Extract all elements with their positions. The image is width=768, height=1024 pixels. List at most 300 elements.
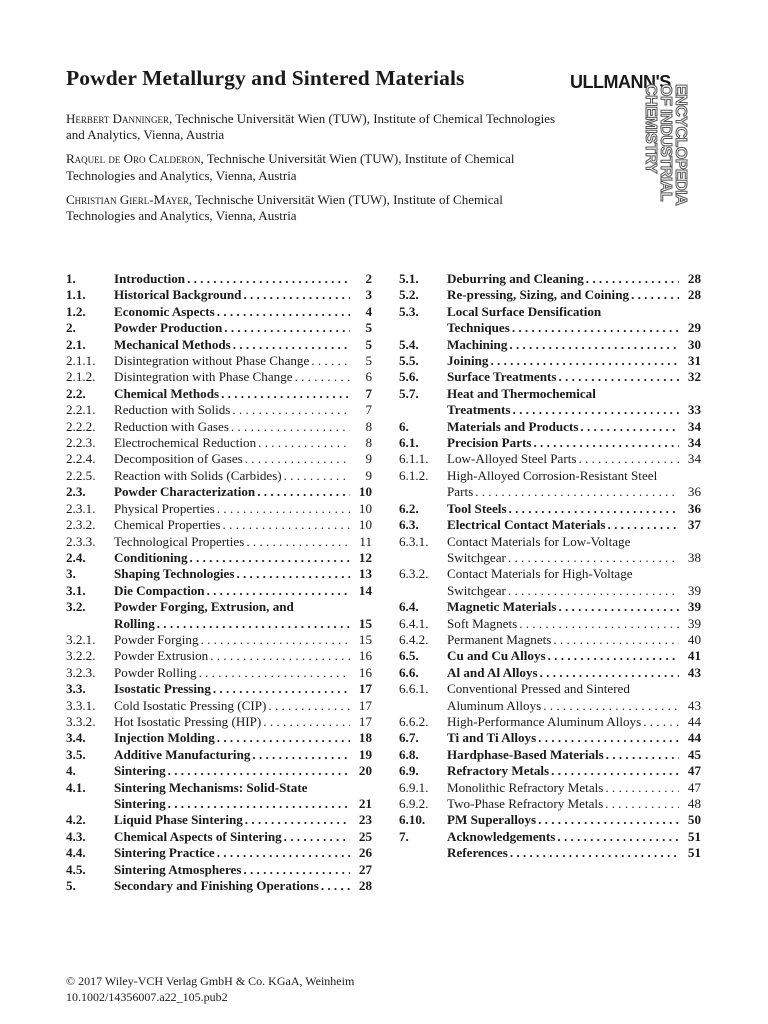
- toc-page-number: 15: [358, 631, 372, 647]
- dot-leader: [536, 812, 679, 828]
- toc-number: 2.2.3.: [66, 435, 96, 451]
- toc-number: 5.: [66, 878, 76, 894]
- article-title: Powder Metallurgy and Sintered Materials: [66, 66, 465, 90]
- toc-entry[interactable]: [66, 747, 372, 763]
- toc-title: Tool Steels: [447, 500, 507, 516]
- toc-number: 6.9.1.: [399, 779, 429, 795]
- dot-leader: [293, 369, 350, 385]
- toc-page-number: 43: [687, 697, 701, 713]
- toc-number: 6.3.2.: [399, 566, 429, 582]
- toc-number: 2.3.1.: [66, 500, 96, 516]
- toc-number: 2.2.: [66, 385, 86, 401]
- toc-title: Treatments: [447, 402, 511, 418]
- author-affiliation: Technische Universität Wien (TUW), Institute of Chemical Technologies and Analytics, Vienna, Austria: [66, 191, 503, 224]
- dot-leader: [261, 714, 350, 730]
- toc-entry[interactable]: [399, 616, 701, 632]
- toc-page-number: 40: [687, 631, 701, 647]
- toc-title: Two-Phase Refractory Metals: [447, 796, 604, 811]
- toc-number: 4.2.: [66, 812, 86, 828]
- toc-title: Die Compaction: [114, 582, 205, 598]
- toc-number: 2.3.3.: [66, 533, 96, 549]
- toc-entry[interactable]: [66, 665, 372, 681]
- toc-title: Sintering: [114, 796, 166, 811]
- author-3: [66, 192, 566, 225]
- dot-leader: [230, 402, 350, 418]
- toc-entry[interactable]: [399, 747, 701, 763]
- toc-entry[interactable]: [66, 763, 372, 779]
- toc-page-number: 47: [687, 779, 701, 795]
- toc-title: Contact Materials for High-Voltage: [447, 566, 633, 582]
- dot-leader: [549, 763, 679, 779]
- toc-entry[interactable]: [66, 501, 372, 517]
- toc-title: Chemical Aspects of Sintering: [114, 828, 282, 844]
- toc-entry[interactable]: [66, 369, 372, 385]
- toc-title: Acknowledgements: [447, 828, 556, 844]
- dot-leader: [488, 353, 679, 369]
- toc-entry[interactable]: [66, 386, 372, 402]
- toc-number: 1.1.: [66, 287, 86, 303]
- toc-title: Conditioning: [114, 549, 188, 565]
- toc-entry[interactable]: [399, 386, 701, 419]
- author-1: [66, 111, 566, 144]
- toc-entry[interactable]: [66, 287, 372, 303]
- toc-entry[interactable]: [66, 451, 372, 467]
- toc-entry[interactable]: [399, 534, 701, 567]
- toc-page-number: 18: [358, 730, 372, 746]
- toc-title: Sintering: [114, 763, 166, 779]
- toc-title: Techniques: [447, 320, 510, 336]
- toc-entry[interactable]: [66, 320, 372, 336]
- dot-leader: [511, 402, 679, 418]
- toc-page-number: 4: [365, 303, 372, 319]
- dot-leader: [555, 829, 679, 845]
- toc-title: Cu and Cu Alloys: [447, 648, 546, 664]
- dot-leader: [517, 616, 679, 632]
- toc-page-number: 14: [358, 582, 372, 598]
- dot-leader: [199, 632, 350, 648]
- toc-page-number: 51: [687, 828, 701, 844]
- toc-entry[interactable]: [66, 534, 372, 550]
- toc-entry[interactable]: [399, 763, 701, 779]
- toc-title: Liquid Phase Sintering: [114, 812, 243, 828]
- toc-page-number: 7: [365, 402, 372, 418]
- toc-entry[interactable]: [66, 698, 372, 714]
- toc-title: Powder Forging, Extrusion, and: [114, 599, 294, 615]
- copyright-notice: © 2017 Wiley-VCH Verlag GmbH & Co. KGaA, Weinheim: [66, 974, 355, 988]
- toc-number: 6.8.: [399, 746, 419, 762]
- toc-page-number: 43: [687, 664, 701, 680]
- dot-leader: [473, 484, 679, 500]
- dot-leader: [536, 730, 679, 746]
- toc-page-number: 45: [687, 746, 701, 762]
- dot-leader: [231, 337, 350, 353]
- dot-leader: [556, 599, 679, 615]
- toc-number: 3.3.1.: [66, 697, 96, 713]
- dot-leader: [556, 369, 679, 385]
- toc-entry[interactable]: [66, 484, 372, 500]
- toc-number: 3.4.: [66, 730, 86, 746]
- dot-leader: [531, 435, 679, 451]
- toc-page-number: 5: [365, 353, 372, 369]
- toc-number: 2.4.: [66, 549, 86, 565]
- toc-title: Switchgear: [447, 549, 506, 565]
- toc-entry[interactable]: [399, 369, 701, 385]
- toc-entry[interactable]: [399, 829, 701, 845]
- toc-title: Electrical Contact Materials: [447, 517, 606, 533]
- toc-entry[interactable]: [399, 632, 701, 648]
- toc-number: 2.2.2.: [66, 418, 96, 434]
- toc-entry[interactable]: [399, 714, 701, 730]
- dot-leader: [546, 648, 679, 664]
- toc-page-number: 30: [687, 336, 701, 352]
- toc-entry[interactable]: [66, 878, 372, 894]
- dot-leader: [188, 550, 351, 566]
- toc-page-number: 9: [365, 451, 372, 467]
- toc-number: 2.1.2.: [66, 369, 96, 385]
- toc-entry[interactable]: [399, 468, 701, 501]
- toc-entry[interactable]: [66, 812, 372, 828]
- dot-leader: [234, 566, 350, 582]
- toc-number: 3.: [66, 566, 76, 582]
- toc-entry[interactable]: [399, 648, 701, 664]
- toc-title: Contact Materials for Low-Voltage: [447, 533, 631, 549]
- dot-leader: [219, 386, 350, 402]
- toc-page-number: 38: [687, 549, 701, 565]
- dot-leader: [282, 829, 350, 845]
- toc-number: 6.: [399, 418, 409, 434]
- toc-entry[interactable]: [66, 845, 372, 861]
- toc-title: Isostatic Pressing: [114, 681, 211, 697]
- toc-page-number: 47: [687, 763, 701, 779]
- toc-entry[interactable]: [399, 271, 701, 287]
- toc-title: Reaction with Solids (Carbides): [114, 467, 282, 483]
- toc-entry[interactable]: [66, 681, 372, 697]
- toc-number: 6.6.: [399, 664, 419, 680]
- dot-leader: [604, 747, 679, 763]
- toc-title: Rolling: [114, 615, 155, 631]
- toc-entry[interactable]: [66, 353, 372, 369]
- dot-leader: [603, 780, 679, 796]
- toc-number: 6.1.1.: [399, 451, 429, 467]
- dot-leader: [229, 419, 350, 435]
- logo-side-line-1: ENCYCLOPEDIA: [672, 84, 689, 206]
- page-footer: [66, 973, 354, 1005]
- toc-number: 5.3.: [399, 303, 419, 319]
- toc-title: Permanent Magnets: [447, 631, 552, 647]
- toc-number: 2.3.2.: [66, 517, 96, 533]
- toc-title: Chemical Properties: [114, 517, 221, 533]
- toc-page-number: 44: [687, 730, 701, 746]
- toc-entry[interactable]: [399, 566, 701, 599]
- dot-leader: [506, 550, 679, 566]
- dot-leader: [576, 451, 679, 467]
- toc-title: Electrochemical Reduction: [114, 435, 257, 451]
- dot-leader: [215, 845, 350, 861]
- toc-page-number: 28: [687, 271, 701, 286]
- toc-entry[interactable]: [66, 829, 372, 845]
- toc-title: Magnetic Materials: [447, 599, 557, 615]
- author-list: [66, 111, 566, 232]
- toc-entry[interactable]: [66, 468, 372, 484]
- dot-leader: [541, 698, 679, 714]
- toc-entry[interactable]: [66, 780, 372, 813]
- toc-title: Ti and Ti Alloys: [447, 730, 537, 746]
- toc-number: 5.4.: [399, 336, 419, 352]
- toc-number: 4.1.: [66, 779, 86, 795]
- dot-leader: [551, 632, 679, 648]
- dot-leader: [506, 583, 679, 599]
- toc-page-number: 48: [687, 796, 701, 811]
- toc-page-number: 5: [365, 320, 372, 336]
- toc-page-number: 15: [358, 615, 372, 631]
- toc-number: 2.2.5.: [66, 467, 96, 483]
- toc-page-number: 28: [358, 878, 372, 894]
- toc-entry[interactable]: [399, 501, 701, 517]
- toc-title: Powder Characterization: [114, 484, 256, 500]
- dot-leader: [185, 271, 350, 287]
- toc-number: 6.2.: [399, 500, 419, 516]
- toc-title: Powder Rolling: [114, 664, 197, 680]
- toc-entry[interactable]: [399, 337, 701, 353]
- dot-leader: [215, 730, 350, 746]
- toc-page-number: 41: [687, 648, 701, 664]
- toc-title: Technological Properties: [114, 533, 245, 549]
- toc-title: Economic Aspects: [114, 303, 215, 319]
- toc-title: Secondary and Finishing Operations: [114, 878, 319, 894]
- toc-title: Deburring and Cleaning: [447, 271, 584, 286]
- toc-number: 5.6.: [399, 369, 419, 385]
- toc-title: Additive Manufacturing: [114, 746, 251, 762]
- toc-title: Precision Parts: [447, 435, 532, 451]
- toc-number: 2.3.: [66, 484, 86, 500]
- toc-entry[interactable]: [66, 862, 372, 878]
- dot-leader: [606, 517, 679, 533]
- toc-page-number: 19: [358, 746, 372, 762]
- toc-number: 6.3.: [399, 517, 419, 533]
- toc-entry[interactable]: [66, 304, 372, 320]
- toc-title: High-Performance Aluminum Alloys: [447, 713, 642, 729]
- toc-page-number: 7: [365, 385, 372, 401]
- toc-number: 3.2.: [66, 599, 86, 615]
- toc-entry[interactable]: [66, 402, 372, 418]
- dot-leader: [629, 287, 679, 303]
- toc-title: Powder Production: [114, 320, 223, 336]
- toc-title: Mechanical Methods: [114, 336, 231, 352]
- toc-page-number: 29: [687, 320, 701, 336]
- toc-page-number: 9: [365, 467, 372, 483]
- dot-leader: [250, 747, 350, 763]
- toc-title: PM Superalloys: [447, 812, 537, 828]
- toc-entry[interactable]: [66, 517, 372, 533]
- toc-entry[interactable]: [66, 648, 372, 664]
- toc-entry[interactable]: [399, 812, 701, 828]
- toc-title: Switchgear: [447, 582, 506, 598]
- dot-leader: [243, 451, 350, 467]
- toc-entry[interactable]: [399, 796, 701, 812]
- toc-page-number: 25: [358, 828, 372, 844]
- toc-entry[interactable]: [399, 419, 701, 435]
- toc-page-number: 13: [358, 566, 372, 582]
- toc-number: 5.7.: [399, 385, 419, 401]
- toc-entry[interactable]: [66, 271, 372, 287]
- toc-title: References: [447, 845, 508, 861]
- toc-entry[interactable]: [399, 845, 701, 861]
- dot-leader: [319, 878, 350, 894]
- dot-leader: [208, 648, 350, 664]
- toc-title: Soft Magnets: [447, 615, 518, 631]
- toc-page-number: 17: [358, 697, 372, 713]
- toc-page-number: 39: [687, 615, 701, 631]
- toc-page-number: 11: [359, 533, 372, 549]
- dot-leader: [166, 763, 350, 779]
- toc-number: 3.5.: [66, 746, 86, 762]
- toc-entry[interactable]: [66, 583, 372, 599]
- toc-number: 4.4.: [66, 845, 86, 861]
- dot-leader: [641, 714, 679, 730]
- toc-page-number: 36: [687, 500, 701, 516]
- dot-leader: [255, 484, 350, 500]
- logo-side-line-2: OF INDUSTRIAL: [657, 84, 674, 202]
- toc-page-number: 10: [358, 500, 372, 516]
- toc-page-number: 32: [687, 369, 701, 385]
- toc-number: 6.1.2.: [399, 467, 429, 483]
- toc-title: Powder Extrusion: [114, 648, 209, 664]
- toc-title: Injection Molding: [114, 730, 215, 746]
- toc-entry[interactable]: [399, 353, 701, 369]
- toc-entry[interactable]: [66, 550, 372, 566]
- author-2: [66, 151, 566, 184]
- ullmanns-logo: [570, 72, 710, 206]
- toc-entry[interactable]: [399, 599, 701, 615]
- toc-entry[interactable]: [399, 730, 701, 746]
- doi: 10.1002/14356007.a22_105.pub2: [66, 990, 228, 1004]
- toc-page-number: 37: [687, 517, 701, 533]
- toc-title: Decomposition of Gases: [114, 451, 243, 467]
- author-affiliation: Technische Universität Wien (TUW), Institute of Chemical Technologies and Analytics, Vienna, Austria: [66, 151, 515, 183]
- toc-number: 2.1.1.: [66, 353, 96, 369]
- author-affiliation: Technische Universität Wien (TUW), Institute of Chemical Technologies and Analytics, Vienna, Austria: [66, 111, 556, 143]
- toc-entry[interactable]: [66, 566, 372, 582]
- logo-side-line-3: CHEMISTRY: [642, 84, 659, 174]
- toc-entry[interactable]: [399, 287, 701, 303]
- toc-entry[interactable]: [66, 599, 372, 632]
- toc-title: Disintegration without Phase Change: [114, 353, 310, 369]
- dot-leader: [205, 583, 350, 599]
- toc-page-number: 8: [365, 418, 372, 434]
- toc-number: 4.: [66, 763, 76, 779]
- toc-title: Joining: [447, 353, 489, 369]
- toc-page-number: 51: [687, 845, 701, 861]
- dot-leader: [222, 320, 350, 336]
- dot-leader: [211, 681, 350, 697]
- toc-number: 5.2.: [399, 287, 419, 303]
- toc-entry[interactable]: [399, 665, 701, 681]
- toc-title: Surface Treatments: [447, 369, 557, 385]
- toc-title: Aluminum Alloys: [447, 697, 542, 713]
- toc-page-number: 39: [687, 582, 701, 598]
- toc-number: 1.2.: [66, 303, 86, 319]
- toc-entry[interactable]: [66, 419, 372, 435]
- toc-page-number: 34: [687, 418, 701, 434]
- toc-page-number: 36: [687, 484, 701, 500]
- toc-entry[interactable]: [66, 337, 372, 353]
- dot-leader: [241, 862, 350, 878]
- toc-entry[interactable]: [399, 451, 701, 467]
- toc-number: 6.9.: [399, 763, 419, 779]
- toc-number: 7.: [399, 828, 409, 844]
- toc-title: Hot Isostatic Pressing (HIP): [114, 713, 262, 729]
- toc-number: 6.7.: [399, 730, 419, 746]
- dot-leader: [282, 468, 350, 484]
- dot-leader: [197, 665, 350, 681]
- dot-leader: [243, 812, 350, 828]
- toc-entry[interactable]: [66, 435, 372, 451]
- toc-title: Al and Al Alloys: [447, 664, 538, 680]
- toc-title: Sintering Practice: [114, 845, 215, 861]
- toc-number: 3.1.: [66, 582, 86, 598]
- toc-title: Sintering Mechanisms: Solid-State: [114, 779, 308, 795]
- toc-title: Materials and Products: [447, 418, 579, 434]
- toc-page-number: 8: [365, 435, 372, 451]
- dot-leader: [155, 616, 350, 632]
- logo-side-lettering: [570, 72, 700, 206]
- toc-entry[interactable]: [399, 517, 701, 533]
- toc-column-right: [399, 271, 701, 862]
- toc-page-number: 44: [687, 713, 701, 729]
- toc-column-left: [66, 271, 372, 894]
- toc-entry[interactable]: [399, 681, 701, 714]
- toc-page-number: 16: [358, 648, 372, 664]
- dot-leader: [256, 435, 350, 451]
- dot-leader: [508, 845, 679, 861]
- toc-number: 6.9.2.: [399, 796, 429, 811]
- toc-title: Machining: [447, 336, 508, 352]
- toc-number: 4.5.: [66, 861, 86, 877]
- toc-page-number: 3: [365, 287, 372, 303]
- toc-entry[interactable]: [399, 304, 701, 337]
- dot-leader: [507, 501, 679, 517]
- toc-title: Physical Properties: [114, 500, 215, 516]
- toc-entry[interactable]: [399, 435, 701, 451]
- dot-leader: [215, 501, 350, 517]
- toc-title: Historical Background: [114, 287, 242, 303]
- toc-number: 6.3.1.: [399, 533, 429, 549]
- dot-leader: [215, 304, 350, 320]
- toc-page-number: 50: [687, 812, 701, 828]
- toc-title: Powder Forging: [114, 631, 199, 647]
- toc-entry[interactable]: [399, 780, 701, 796]
- toc-number: 6.4.1.: [399, 615, 429, 631]
- toc-title: Introduction: [114, 271, 186, 286]
- toc-page-number: 5: [365, 336, 372, 352]
- toc-title: Cold Isostatic Pressing (CIP): [114, 697, 267, 713]
- toc-number: 6.6.2.: [399, 713, 429, 729]
- toc-entry[interactable]: [66, 730, 372, 746]
- toc-page-number: 16: [358, 664, 372, 680]
- author-name: Herbert Danninger,: [66, 111, 173, 126]
- toc-entry[interactable]: [66, 714, 372, 730]
- toc-number: 1.: [66, 271, 76, 286]
- dot-leader: [584, 271, 679, 287]
- toc-page-number: 20: [358, 763, 372, 779]
- toc-entry[interactable]: [66, 632, 372, 648]
- toc-number: 6.6.1.: [399, 681, 429, 697]
- toc-number: 6.5.: [399, 648, 419, 664]
- toc-page-number: 10: [358, 484, 372, 500]
- toc-title: Conventional Pressed and Sintered: [447, 681, 630, 697]
- toc-title: Local Surface Densification: [447, 303, 602, 319]
- toc-title: Chemical Methods: [114, 385, 220, 401]
